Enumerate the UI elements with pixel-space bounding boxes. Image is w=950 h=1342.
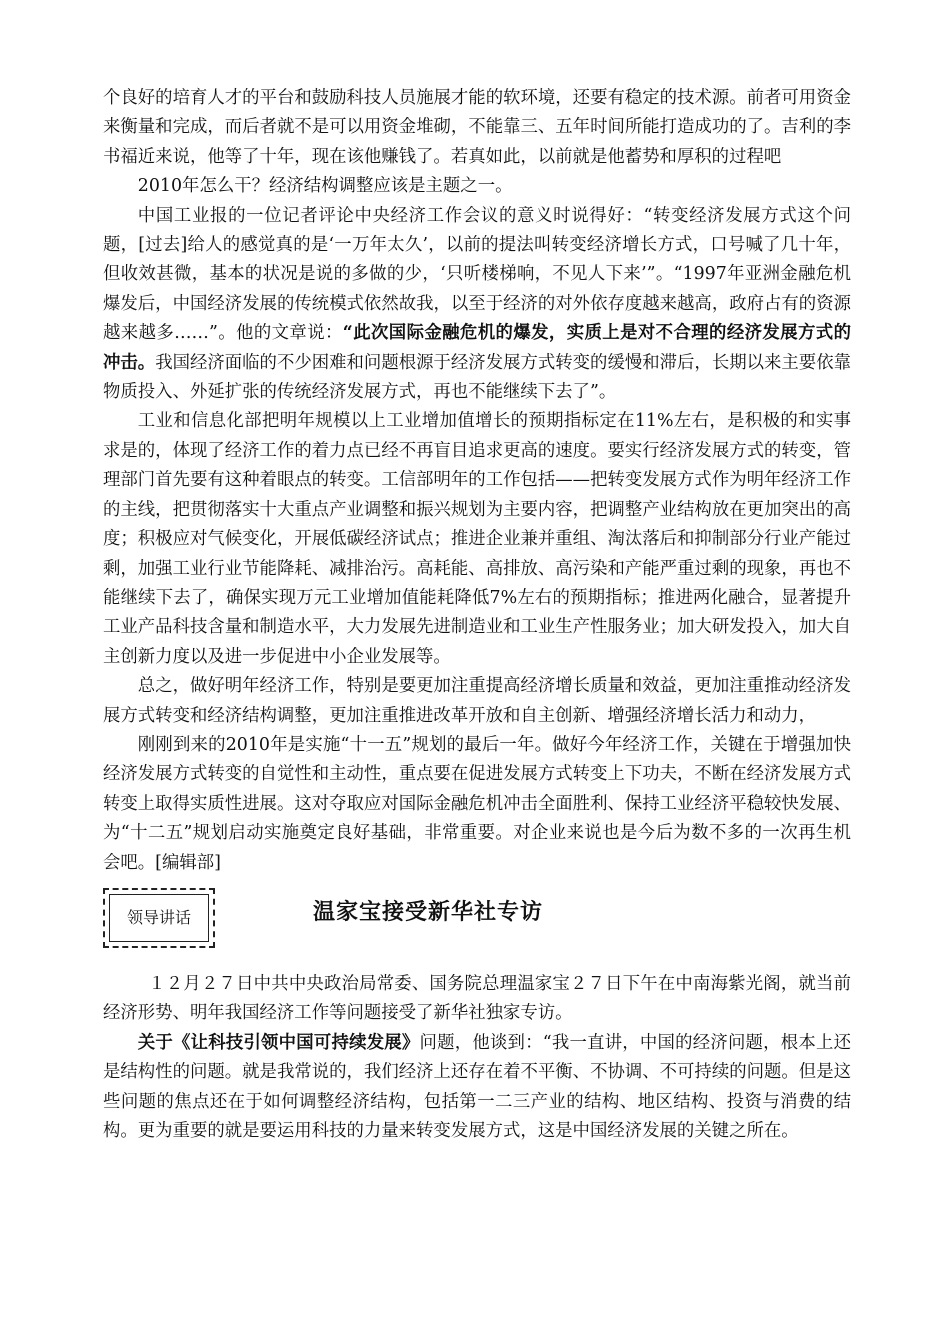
paragraph-summary: 总之，做好明年经济工作，特别是要更加注重提高经济增长质量和效益，更加注重推动经济发展方式转变和经济结构调整，更加注重推进改革开放和自主创新、增强经济增长活力和动力， bbox=[103, 676, 851, 726]
paragraph-2010-plan: 2010年怎么干？经济结构调整应该是主题之一。 bbox=[137, 176, 513, 197]
document-page bbox=[103, 84, 851, 1146]
reporter-comment-rest: 我国经济面临的不少困难和问题根源于经济发展方式转变的缓慢和滞后，长期以来主要依靠物质投入、外延扩张的传统经济发展方式，再也不能继续下去了”。 bbox=[103, 352, 851, 403]
article-headline: 温家宝接受新华社专访 bbox=[313, 899, 544, 925]
section-header bbox=[103, 882, 851, 962]
reporter-comment-emphasis: “此次国际金融危机的爆发，实质上是对不合理的经济发展方式的冲击。 bbox=[103, 323, 851, 373]
paragraph-miit-targets: 工业和信息化部把明年规模以上工业增加值增长的预期指标定在11%左右，是积极的和实事求是的，体现了经济工作的着力点已经不再盲目追求更高的速度。要实行经济发展方式的转变，管理部门首先要有这种着眼点的转变。工信部明年的工作包括——把转变发展方式作为明年经济工作的主线，把贯彻落实十大重点产业调整和振兴规划为主要内容，把调整产业结构放在更加突出的高度；积极应对气候变化，开展低碳经济试点；推进企业兼并重组、淘汰落后和抑制部分行业产能过剩，加强工业行业节能降耗、减排治污。高耗能、高排放、高污染和产能严重过剩的现象，再也不能继续下去了，确保实现万元工业增加值能耗降低7%左右的预期指标；推进两化融合，显著提升工业产品科技含量和制造水平，大力发展先进制造业和工业生产性服务业；加大研发投入，加大自主创新力度以及进一步促进中小企业发展等。 bbox=[103, 411, 851, 667]
paragraph-interview-structure bbox=[103, 1029, 851, 1147]
section-badge bbox=[103, 888, 215, 948]
section-badge-label: 领导讲话 bbox=[126, 908, 191, 928]
reporter-comment-intro: 中国工业报的一位记者评论中央经济工作会议的意义时说得好：“转变经济发展方式这个问题，[过去]给人的感觉真的是‘一万年太久’，以前的提法叫转变经济增长方式，口号喊了几十年，但收效甚微，基本的状况是说的多做的少，‘只听楼梯响，不见人下来’”。“1997年亚洲金融危机爆发后，中国经济发展的传统模式依然故我，以至于经济的对外依存度越来越高，政府占有的资源越来越多……”。他的文章说： bbox=[103, 205, 851, 344]
interview-topic-text: 问题，他谈到：“我一直讲，中国的经济问题，根本上还是结构性的问题。就是我常说的，我们经济上还存在着不平衡、不协调、不可持续的问题。但是这些问题的焦点还在于如何调整经济结构，包括第一二三产业的结构、地区结构、投资与消费的结构。更为重要的就是要运用科技的力量来转变发展方式，这是中国经济发展的关键之所在。 bbox=[103, 1032, 851, 1141]
paragraph-reporter-comment bbox=[103, 202, 851, 408]
paragraph-interview-intro: １２月２７日中共中央政治局常委、国务院总理温家宝２７日下午在中南海紫光阁，就当前经济形势、明年我国经济工作等问题接受了新华社独家专访。 bbox=[103, 973, 851, 1024]
paragraph-talent-platform: 个良好的培育人才的平台和鼓励科技人员施展才能的软环境，还要有稳定的技术源。前者可用资金来衡量和完成，而后者就不是可以用资金堆砌，不能靠三、五年时间所能打造成功的了。吉利的李书福近来说，他等了十年，现在该他赚钱了。若真如此，以前就是他蓄势和厚积的过程吧 bbox=[103, 88, 851, 167]
interview-topic-title: 关于《让科技引领中国可持续发展》 bbox=[137, 1032, 420, 1053]
paragraph-2010-outlook: 刚刚到来的2010年是实施“十一五”规划的最后一年。做好今年经济工作，关键在于增强加快经济发展方式转变的自觉性和主动性，重点要在促进发展方式转变上下功夫，不断在经济发展方式转变上取得实质性进展。这对夺取应对国际金融危机冲击全面胜利、保持工业经济平稳较快发展、为“十二五”规划启动实施奠定良好基础，非常重要。对企业来说也是今后为数不多的一次再生机会吧。[编辑部] bbox=[103, 734, 851, 873]
